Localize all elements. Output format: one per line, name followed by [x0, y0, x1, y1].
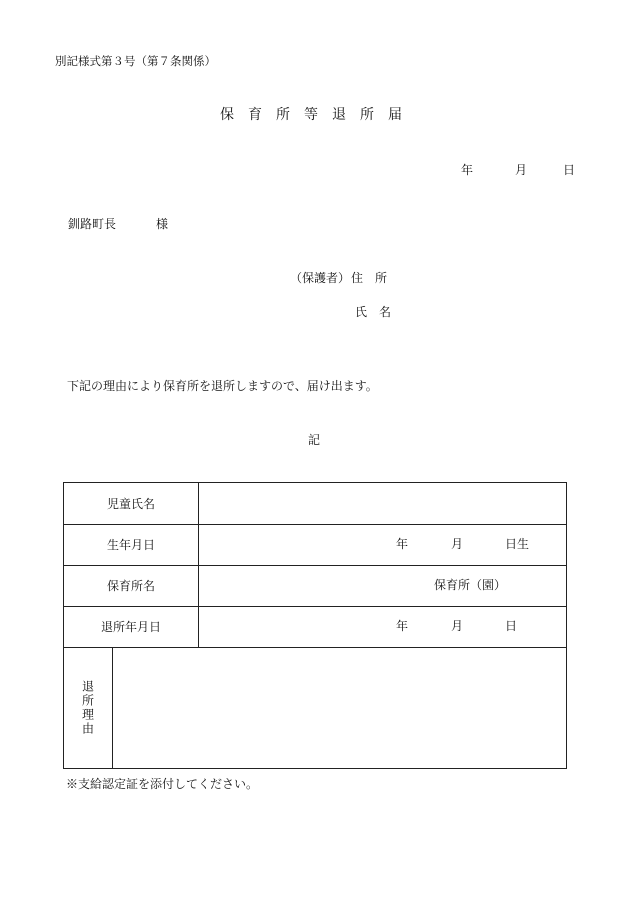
birthdate-field[interactable] — [199, 524, 566, 565]
guardian-address-label: 住 所 — [351, 271, 388, 285]
attachment-note: ※支給認定証を添付してください。 — [66, 777, 259, 791]
table-row-child-name — [64, 483, 566, 525]
date-day-label: 日 — [563, 163, 576, 177]
withdrawal-day-label: 日 — [505, 619, 518, 633]
child-name-label: 児童氏名 — [64, 483, 199, 524]
addressee-honorific: 様 — [156, 217, 169, 231]
nursery-suffix: 保育所（園） — [434, 578, 507, 592]
table-row-withdrawal-date — [64, 606, 566, 648]
guardian-name-label: 氏 名 — [355, 305, 392, 319]
withdrawal-year-label: 年 — [396, 619, 409, 633]
nursery-label: 保育所名 — [64, 565, 199, 606]
reason-field[interactable] — [113, 647, 566, 768]
statement-text: 下記の理由により保育所を退所しますので、届け出ます。 — [67, 379, 378, 393]
date-year-label: 年 — [461, 163, 474, 177]
page-title: 保育所等退所届 — [220, 107, 416, 123]
reason-label-cell — [64, 647, 113, 768]
withdrawal-month-label: 月 — [451, 619, 464, 633]
withdrawal-form-table — [63, 482, 567, 769]
addressee-name: 釧路町長 — [68, 217, 117, 231]
date-month-label: 月 — [515, 163, 528, 177]
birth-month-label: 月 — [451, 537, 464, 551]
reason-label: 退所理由 — [80, 679, 95, 736]
guardian-label: （保護者） — [290, 271, 351, 285]
child-name-field[interactable] — [199, 483, 566, 524]
nursery-field[interactable] — [199, 565, 566, 606]
withdrawal-date-field[interactable] — [199, 606, 566, 647]
birthdate-label: 生年月日 — [64, 524, 199, 565]
addressee — [68, 218, 168, 230]
table-row-nursery — [64, 565, 566, 607]
form-number: 別記様式第３号（第７条関係） — [55, 54, 216, 68]
withdrawal-date-label: 退所年月日 — [64, 606, 199, 647]
ki-heading: 記 — [308, 433, 321, 447]
birth-day-label: 日生 — [505, 537, 530, 551]
birth-year-label: 年 — [396, 537, 409, 551]
table-row-birthdate — [64, 524, 566, 566]
